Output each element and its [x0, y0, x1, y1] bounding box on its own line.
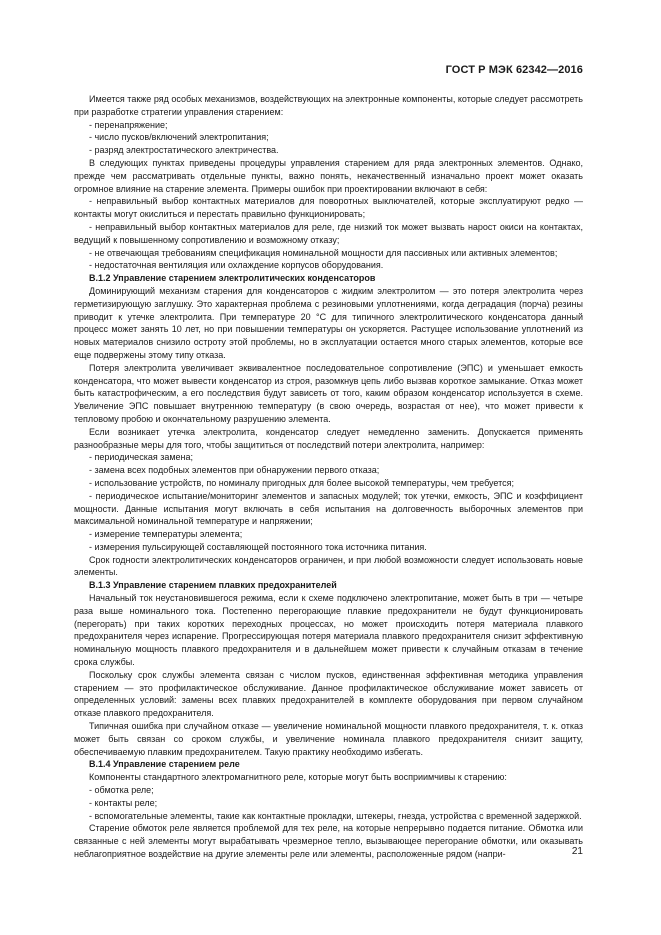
document-header: ГОСТ Р МЭК 62342—2016	[445, 64, 583, 76]
list-item: - измерения пульсирующей составляющей постоянного тока источника питания.	[89, 541, 427, 552]
paragraph: Начальный ток неустановившегося режима, если к схеме подключено электропитание, может быть в три — четыре раза выше номинального тока. Постепенно перегорающие плавкие предохранители не будут функционировать (перегорать) при таких коротких переходных процессах, но может происходить потеря материала плавкого предохранителя через испарение. Прогрессирующая потеря материала плавкого предохранителя снизит эффективную номинальную мощность плавкого предохранителя и в дальнейшем может привести к случайным отказам в течение срока службы.	[74, 593, 583, 668]
section-heading: В.1.4 Управление старением реле	[89, 759, 240, 770]
list-item: - недостаточная вентиляция или охлаждение корпусов оборудования.	[89, 260, 384, 271]
paragraph: Типичная ошибка при случайном отказе — увеличение номинальной мощности плавкого предохранителя, т. к. отказ может быть связан со сроком службы, и увеличение номинала плавкого предохранителя снизит защиту, обеспечиваемую плавким предохранителем. Такую практику необходимо избегать.	[74, 721, 583, 757]
list-item: - контакты реле;	[89, 797, 158, 808]
paragraph: В следующих пунктах приведены процедуры управления старением для ряда электронных элементов. Однако, прежде чем рассматривать отдельные пункты, важно понять, некачественный изначально проект может оказать огромное влияние на старение элемента. Примеры ошибок при проектировании включают в себя:	[74, 157, 583, 194]
list-item: - не отвечающая требованиям спецификация номинальной мощности для пассивных или активных элементов;	[89, 247, 558, 258]
paragraph: Срок годности электролитических конденсаторов ограничен, и при любой возможности следует использовать новые элементы.	[74, 554, 583, 578]
paragraph: Имеется также ряд особых механизмов, воздействующих на электронные компоненты, которые следует рассмотреть при разработке стратегии управления старением:	[74, 94, 583, 117]
list-item: - периодическое испытание/мониторинг элементов и запасных модулей; ток утечки, емкость, ЭПС и коэффициент мощности. Данные испытания могут включать в себя испытания на долговечность выборочных элементов при максимальной номинальной температуре и напряжении;	[74, 490, 583, 527]
list-item: - неправильный выбор контактных материалов для реле, где низкий ток может вызвать нарост окиси на контактах, ведущий к повышенному сопротивлению и возможному отказу;	[74, 221, 583, 245]
list-item: - периодическая замена;	[89, 452, 194, 463]
page-number: 21	[571, 846, 583, 857]
paragraph: Потеря электролита увеличивает эквивалентное последовательное сопротивление (ЭПС) и уменьшает емкость конденсатора, что может вывести конденсатор из строя, разомкнув цепь либо вызвав короткое замыкание. Отказ может быть катастрофическим, а его последствия будут зависеть от того, каким образом конденсатор используется в схеме. Увеличение ЭПС повышает внутреннюю температуру (в свою очередь, возрастая от нее), что может привести к тепловому пробою и окончательному разрушению элемента.	[74, 362, 583, 424]
list-item: - измерение температуры элемента;	[89, 529, 243, 540]
paragraph: Если возникает утечка электролита, конденсатор следует немедленно заменить. Допускается применять разнообразные меры для того, чтобы защититься от последствий потери электролита, например:	[74, 426, 583, 450]
list-item: - замена всех подобных элементов при обнаружении первого отказа;	[89, 465, 380, 476]
section-heading: В.1.3 Управление старением плавких предохранителей	[89, 580, 337, 591]
list-item: - число пусков/включений электропитания;	[89, 132, 269, 143]
list-item: - неправильный выбор контактных материалов для поворотных выключателей, которые эксплуатируют редко — контакты могут окислиться и перестать правильно функционировать;	[74, 196, 583, 220]
list-item: - разряд электростатического электричества.	[89, 145, 279, 156]
list-item: - обмотка реле;	[89, 785, 154, 796]
section-heading: В.1.2 Управление старением электролитических конденсаторов	[89, 273, 376, 284]
document-body	[74, 93, 583, 861]
paragraph: Поскольку срок службы элемента связан с числом пусков, единственная эффективная методика управления старением — это профилактическое обслуживание. Данное профилактическое обслуживание может зависеть от определенных условий: замены всех плавких предохранителей в комплекте оборудования при первом случайном отказе плавкого предохранителя.	[74, 669, 583, 719]
paragraph: Доминирующий механизм старения для конденсаторов с жидким электролитом — это потеря электролита через герметизирующую заглушку. Это характерная проблема с резиновыми уплотнениями, когда деградация (порча) резины приводит к утечке электролита. При температуре 20 °С для типичного электролитического конденсатора данный процесс может занять 10 лет, но при повышении температуры он ускоряется. Растущее использование уплотнений из новых материалов снизило остроту этой проблемы, но в эксплуатации остается много старых элементов, которые все еще подвержены этому типу отказа.	[74, 285, 583, 360]
list-item: - вспомогательные элементы, такие как контактные прокладки, штекеры, гнезда, устройства с временной задержкой.	[89, 810, 582, 821]
paragraph: Старение обмоток реле является проблемой для тех реле, на которые непрерывно подается питание. Обмотка или связанные с ней элементы могут вырабатывать чрезмерное тепло, вызывающее перегорание обмотки, или оказывать неблагоприятное воздействие на другие элементы реле или элементы, расположенные рядом (напри-	[74, 823, 583, 860]
paragraph: Компоненты стандартного электромагнитного реле, которые могут быть восприимчивы к старению:	[89, 772, 507, 783]
list-item: - использование устройств, по номиналу пригодных для более высокой температуры, чем требуется;	[89, 477, 515, 488]
list-item: - перенапряжение;	[89, 119, 168, 130]
